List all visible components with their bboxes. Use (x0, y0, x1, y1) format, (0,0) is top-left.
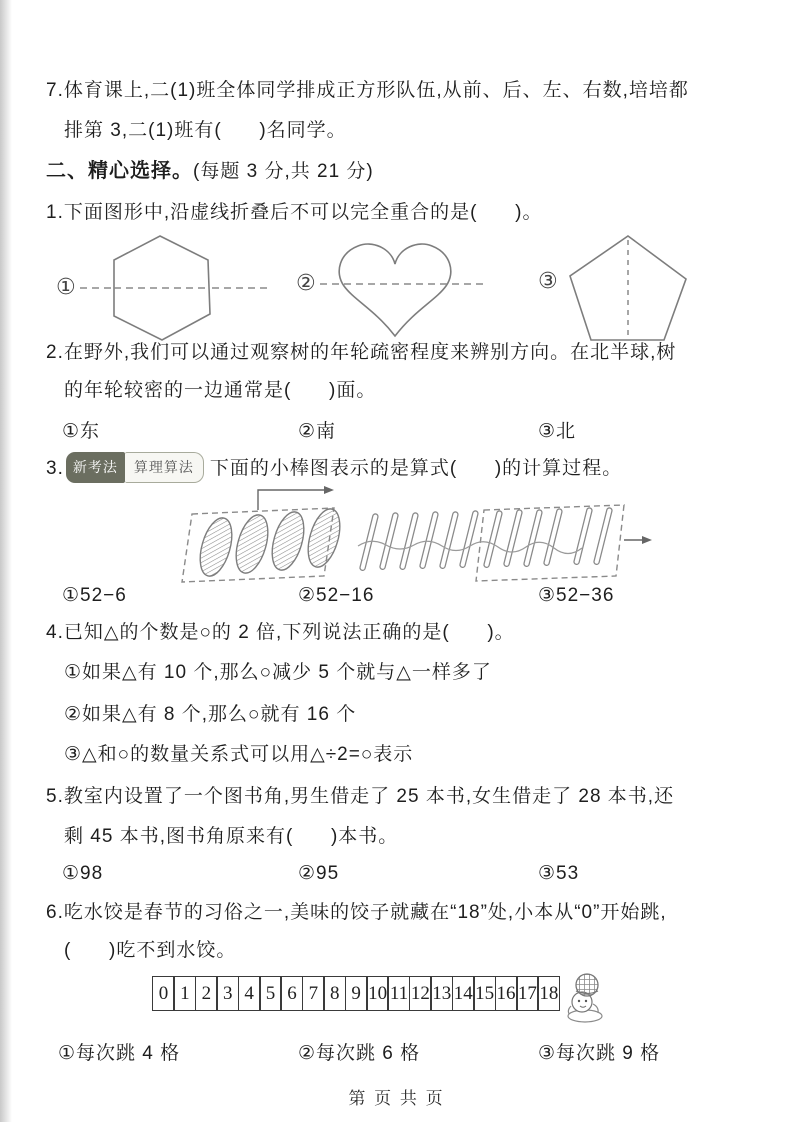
strip-cell: 4 (238, 976, 261, 1011)
q2-option-2: ②南 (298, 421, 337, 442)
section2-title-bold: 二、精心选择。 (46, 160, 193, 182)
q6-number-strip (152, 976, 608, 1024)
heart-fold-figure (320, 238, 488, 340)
q2-options (46, 416, 773, 444)
new-method-badge: 新考法 (66, 452, 125, 483)
q6-options (46, 1038, 773, 1066)
strip-cell: 13 (430, 976, 453, 1011)
single-sticks (359, 507, 612, 571)
section2-title (46, 158, 374, 185)
q3-option-1: ①52−6 (62, 585, 127, 606)
q3-sticks-diagram (172, 480, 652, 586)
section2-title-rest: (每题 3 分,共 21 分) (193, 161, 374, 182)
q6-line2: ( )吃不到水饺。 (64, 940, 237, 961)
q1-text: 1.下面图形中,沿虚线折叠后不可以完全重合的是( )。 (46, 202, 543, 223)
q2-line1: 2.在野外,我们可以通过观察树的年轮疏密程度来辨别方向。在北半球,树 (46, 342, 677, 363)
q6-option-2: ②每次跳 6 格 (298, 1043, 421, 1064)
q5-line2: 剩 45 本书,图书角原来有( )本书。 (64, 826, 399, 847)
q7-line1: 7.体育课上,二(1)班全体同学排成正方形队伍,从前、后、左、右数,培培都 (46, 80, 689, 101)
q5-option-3: ③53 (538, 863, 580, 884)
q4-text: 4.已知△的个数是○的 2 倍,下列说法正确的是( )。 (46, 622, 515, 643)
strip-cell: 0 (152, 976, 175, 1011)
q3-number: 3. (46, 458, 64, 479)
dumpling-character-icon (562, 972, 608, 1024)
strip-cells (152, 976, 560, 1011)
q4-option-3: ③△和○的数量关系式可以用△÷2=○表示 (64, 744, 414, 765)
strip-cell: 8 (323, 976, 346, 1011)
strip-cell: 5 (259, 976, 282, 1011)
q2-line2: 的年轮较密的一边通常是( )面。 (64, 380, 377, 401)
q4-option-1: ①如果△有 10 个,那么○减少 5 个就与△一样多了 (64, 662, 492, 683)
strip-cell: 10 (366, 976, 389, 1011)
pentagon-fold-figure (564, 232, 696, 344)
strip-cell: 7 (302, 976, 325, 1011)
strip-cell: 15 (473, 976, 496, 1011)
q1-shape-pentagon (538, 232, 696, 344)
q3-text: 下面的小棒图表示的是算式( )的计算过程。 (209, 458, 623, 479)
sticks-figure (172, 480, 652, 586)
strip-cell: 14 (452, 976, 475, 1011)
strip-cell: 12 (409, 976, 432, 1011)
hexagon-fold-figure (80, 232, 290, 344)
q3-badges (66, 452, 204, 483)
scan-shadow-edge (0, 0, 12, 1122)
q3-options (46, 584, 773, 612)
strip-cell: 6 (280, 976, 303, 1011)
strip-cell: 2 (195, 976, 218, 1011)
q2-option-3: ③北 (538, 421, 577, 442)
strip-cell: 11 (387, 976, 410, 1011)
q3-option-3: ③52−36 (538, 585, 615, 606)
q1-label-3: ③ (538, 268, 558, 293)
q5-option-1: ①98 (62, 863, 104, 884)
q5-line1: 5.教室内设置了一个图书角,男生借走了 25 本书,女生借走了 28 本书,还 (46, 786, 675, 807)
q2-option-1: ①东 (62, 421, 101, 442)
q1-label-2: ② (296, 270, 316, 295)
q5-options (46, 862, 773, 890)
q7-line2: 排第 3,二(1)班有( )名同学。 (64, 120, 347, 141)
q4-option-2: ②如果△有 8 个,那么○就有 16 个 (64, 704, 357, 725)
q1-label-1: ① (56, 274, 76, 299)
q1-shape-hexagon (56, 232, 290, 344)
strip-cell: 3 (216, 976, 239, 1011)
strip-cell: 16 (495, 976, 518, 1011)
method-topic-badge: 算理算法 (125, 452, 204, 483)
q6-option-3: ③每次跳 9 格 (538, 1043, 661, 1064)
page-footer: 第 页 共 页 (348, 1089, 445, 1108)
strip-cell: 9 (345, 976, 368, 1011)
q6-option-1: ①每次跳 4 格 (58, 1043, 181, 1064)
q6-line1: 6.吃水饺是春节的习俗之一,美味的饺子就藏在“18”处,小本从“0”开始跳, (46, 902, 667, 923)
q3-option-2: ②52−16 (298, 585, 375, 606)
strip-cell: 17 (516, 976, 539, 1011)
strip-cell: 18 (537, 976, 560, 1011)
q5-option-2: ②95 (298, 863, 340, 884)
strip-cell: 1 (173, 976, 196, 1011)
q3-text-row (46, 452, 622, 483)
q1-shape-heart (296, 238, 488, 340)
